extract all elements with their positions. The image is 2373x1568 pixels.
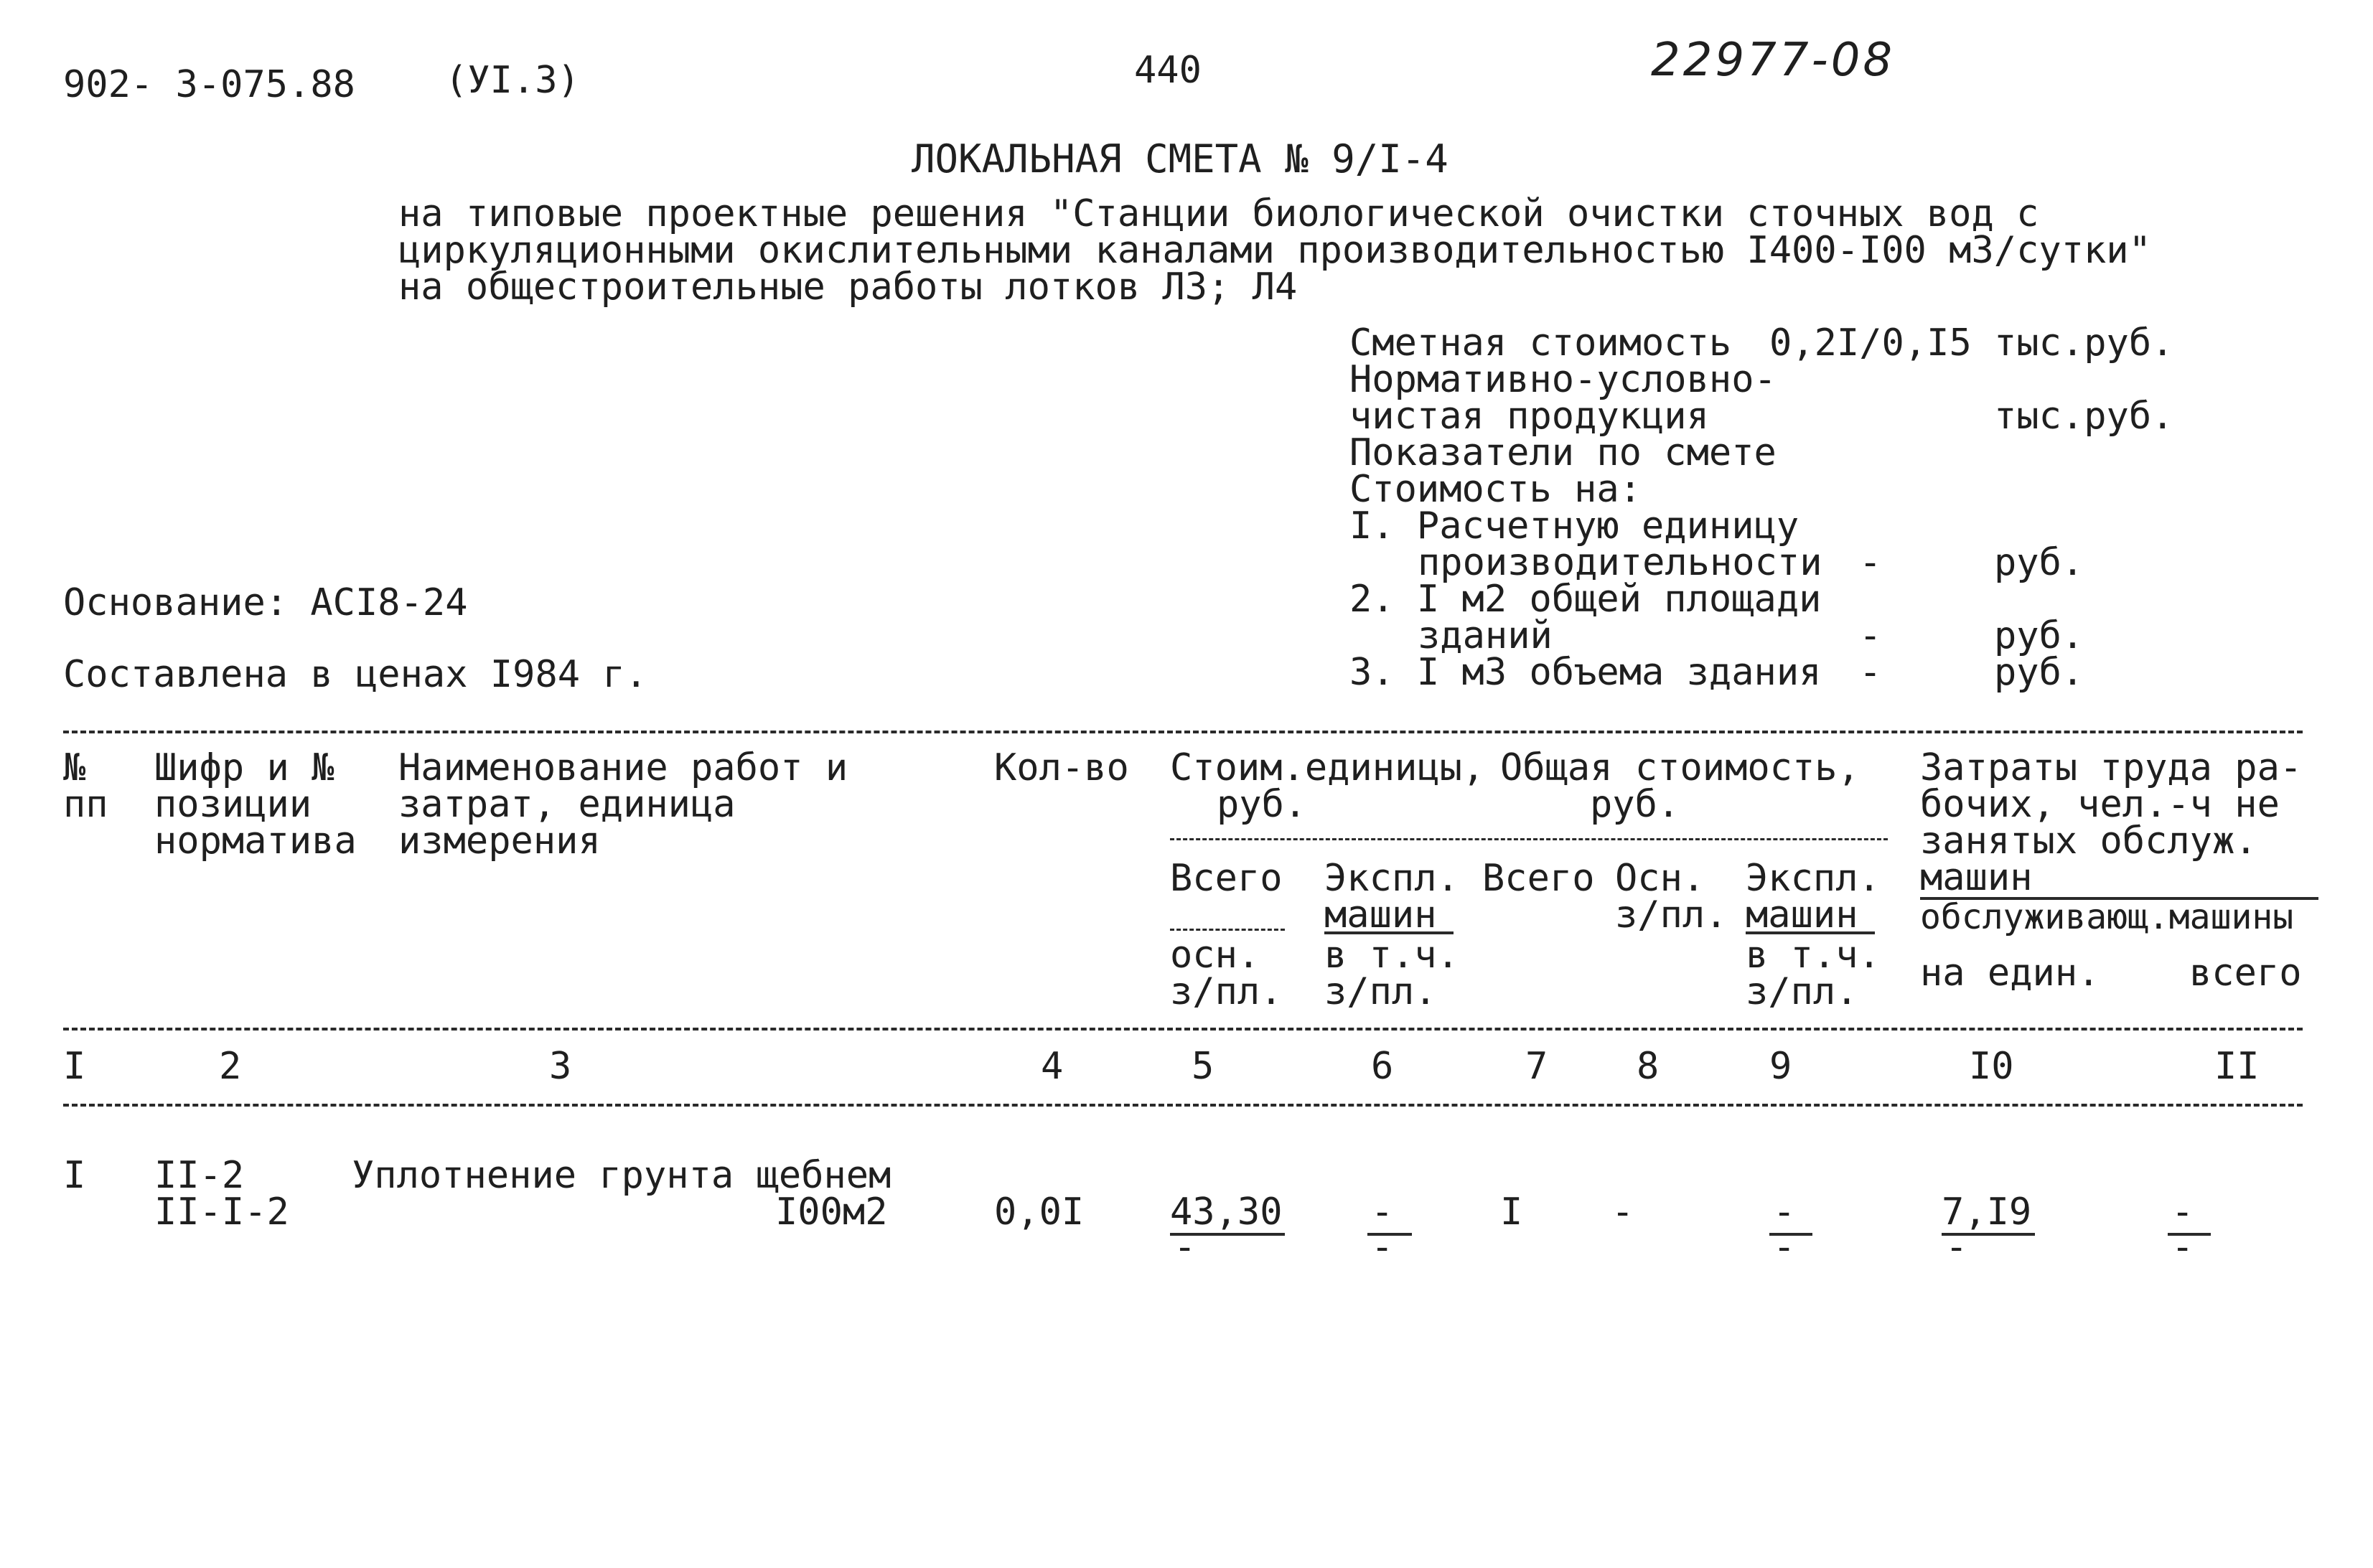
item1-line2: производительности <box>1418 541 1822 584</box>
c5-top: Всего <box>1170 857 1283 900</box>
subtitle-line-1: на типовые проектные решения "Станции биологической очистки сточных вод с <box>398 192 2039 235</box>
row-name: Уплотнение грунта щебнем <box>352 1154 891 1197</box>
row-labor-unit-sub: - <box>1945 1226 1968 1269</box>
labor-l3: занятых обслуж. <box>1920 820 2257 863</box>
item2-unit: руб. <box>1994 614 2084 657</box>
estimated-cost-value: 0,2I/0,I5 <box>1769 321 1972 365</box>
page-number: 440 <box>1134 49 1202 92</box>
row-qty: 0,0I <box>994 1191 1085 1234</box>
c6-bot-2: з/пл. <box>1324 970 1437 1013</box>
row-total: I <box>1500 1191 1523 1234</box>
c11: всего <box>2189 952 2302 995</box>
row-total-machine: - <box>1773 1191 1796 1234</box>
c9-top-1: Экспл. <box>1746 857 1881 900</box>
c5-split-rule <box>1170 929 1285 931</box>
volume-label: (УI.3) <box>445 59 580 102</box>
labor-l1: Затраты труда ра- <box>1920 746 2303 789</box>
total-cost-l2: руб. <box>1590 783 1680 826</box>
row-code-1: II-2 <box>154 1154 245 1197</box>
cost-subheader-rule <box>1170 838 1888 840</box>
row-labor-total: - <box>2171 1191 2194 1234</box>
colnum-5: 5 <box>1192 1045 1214 1088</box>
prices-line: Составлена в ценах I984 г. <box>63 653 647 696</box>
c7: Всего <box>1482 857 1595 900</box>
subtitle-line-3: на общестроительные работы лотков Л3; Л4 <box>398 266 1298 309</box>
document-code: 902- 3-075.88 <box>63 63 355 106</box>
c9-bot-2: з/пл. <box>1746 970 1858 1013</box>
row-unit-machine-sub: - <box>1371 1226 1394 1269</box>
unit-cost-l1: Стоим.единицы, <box>1170 746 1485 789</box>
row-unit: I00м2 <box>775 1191 888 1234</box>
col-name-l2: затрат, единица <box>398 783 736 826</box>
item3-dash: - <box>1859 651 1882 694</box>
basis-line: Основание: АСI8-24 <box>63 581 468 624</box>
row-labor-total-sub: - <box>2171 1226 2194 1269</box>
row-total-machine-sub: - <box>1773 1226 1796 1269</box>
c8-2: з/пл. <box>1615 893 1728 936</box>
item1-unit: руб. <box>1994 541 2084 584</box>
col-name-l1: Наименование работ и <box>398 746 848 789</box>
colnum-7: 7 <box>1525 1045 1548 1088</box>
colnum-8: 8 <box>1637 1045 1660 1088</box>
col-num-l1: № <box>63 746 86 789</box>
col-code-l3: норматива <box>154 820 357 863</box>
colnum-bottom-rule <box>63 1104 2303 1107</box>
c9-top-2: машин <box>1746 893 1858 936</box>
header-bottom-rule <box>63 1028 2303 1031</box>
colnum-3: 3 <box>549 1045 572 1088</box>
normative-unit: тыс.руб. <box>1994 395 2174 438</box>
document-title: ЛОКАЛЬНАЯ СМЕТА № 9/I-4 <box>912 136 1448 182</box>
item2-line1: 2. I м2 общей площади <box>1349 578 1822 621</box>
labor-l2: бочих, чел.-ч не <box>1920 783 2280 826</box>
col-num-l2: пп <box>63 783 108 826</box>
row-total-wage: - <box>1611 1191 1634 1234</box>
item3-unit: руб. <box>1994 651 2084 694</box>
item2-line2: зданий <box>1418 614 1553 657</box>
estimated-cost-label: Сметная стоимость <box>1349 321 1732 365</box>
col-qty: Кол-во <box>994 746 1129 789</box>
c6-top-2: машин <box>1324 893 1437 936</box>
row-num: I <box>63 1154 86 1197</box>
row-unit-total-sub: - <box>1174 1226 1197 1269</box>
c6-bot-1: в т.ч. <box>1324 934 1459 977</box>
subtitle-line-2: циркуляционными окислительными каналами производительностью I400-I00 м3/сутки" <box>398 229 2151 272</box>
colnum-9: 9 <box>1769 1045 1792 1088</box>
c5-bot-2: з/пл. <box>1170 970 1283 1013</box>
col-code-l1: Шифр и № <box>154 746 334 789</box>
row-unit-total: 43,30 <box>1170 1191 1283 1234</box>
colnum-11: II <box>2214 1045 2260 1088</box>
colnum-2: 2 <box>219 1045 242 1088</box>
item1-dash: - <box>1859 541 1882 584</box>
indicators-label: Показатели по смете <box>1349 431 1777 474</box>
row-code-2: II-I-2 <box>154 1191 289 1234</box>
c6-top-1: Экспл. <box>1324 857 1459 900</box>
table-top-rule <box>63 731 2303 733</box>
handwritten-number: 22977-08 <box>1651 34 1896 87</box>
unit-cost-l2: руб. <box>1217 783 1307 826</box>
normative-label-2: чистая продукция <box>1349 395 1709 438</box>
labor-l4: машин <box>1920 856 2033 899</box>
colnum-1: I <box>63 1045 86 1088</box>
c8-1: Осн. <box>1615 857 1705 900</box>
row-unit-machine: - <box>1371 1191 1394 1234</box>
colnum-4: 4 <box>1041 1045 1064 1088</box>
c9-bot-1: в т.ч. <box>1746 934 1881 977</box>
col-name-l3: измерения <box>398 820 601 863</box>
labor-l5: обслуживающ.машины <box>1920 897 2294 937</box>
c5-bot-1: осн. <box>1170 934 1260 977</box>
col-code-l2: позиции <box>154 783 312 826</box>
cost-for-label: Стоимость на: <box>1349 468 1642 511</box>
colnum-10: I0 <box>1969 1045 2014 1088</box>
row-labor-unit: 7,I9 <box>1942 1191 2032 1234</box>
colnum-6: 6 <box>1371 1045 1394 1088</box>
c10: на един. <box>1920 952 2100 995</box>
estimated-cost-unit: тыс.руб. <box>1994 321 2174 365</box>
labor-l5-overline <box>1920 897 2318 900</box>
item1-line1: I. Расчетную единицу <box>1349 504 1799 548</box>
item3-line: 3. I м3 объема здания <box>1349 651 1822 694</box>
normative-label-1: Нормативно-условно- <box>1349 358 1777 401</box>
item2-dash: - <box>1859 614 1882 657</box>
total-cost-l1: Общая стоимость, <box>1500 746 1860 789</box>
